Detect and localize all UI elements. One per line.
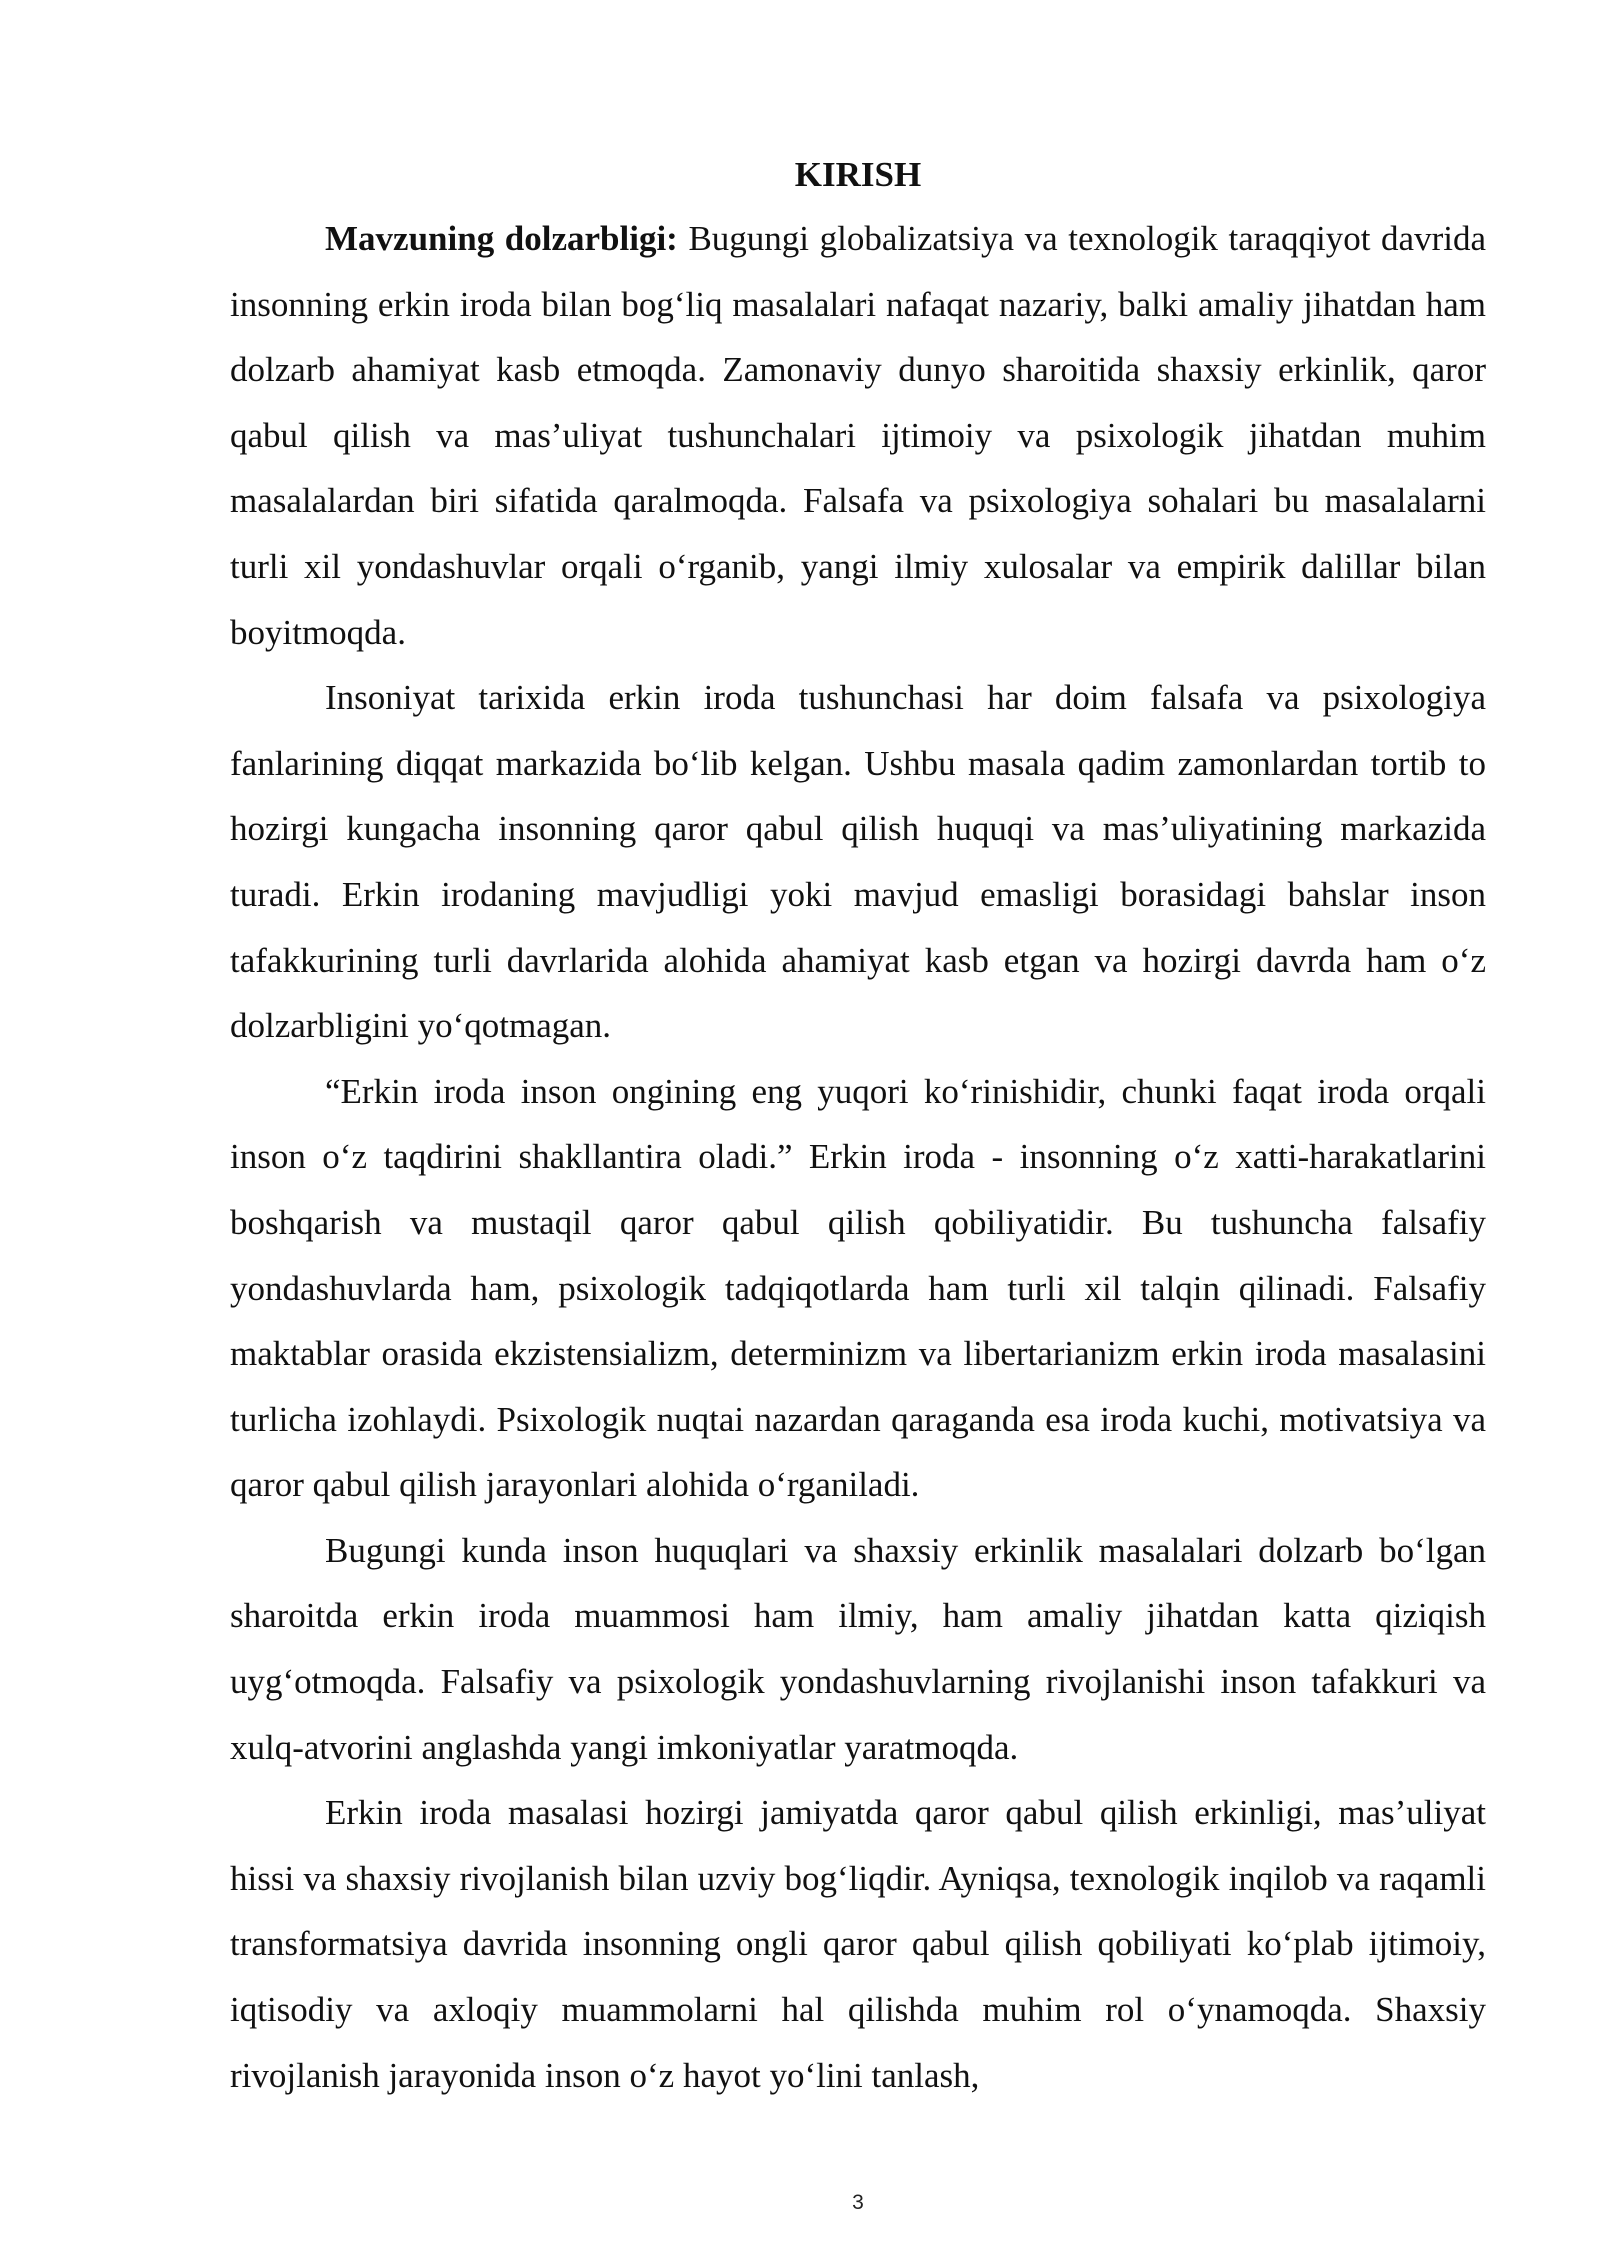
paragraph-society: Erkin iroda masalasi hozirgi jamiyatda qaror qabul qilish erkinligi, mas’uliyat hissi va shaxsiy rivojlanish bilan uzviy bog‘liqdir. Ayniqsa, texnologik inqilob va raqamli transformatsiya davrida insonning ongli qaror qabul qilish qobiliyati ko‘plab ijtimoiy, iqtisodiy va axloqiy muammolarni hal qilishda muhim rol o‘ynamoqda. Shaxsiy rivojlanish jarayonida inson o‘z hayot yo‘lini tanlash, [230,1793,1486,2095]
paragraph-quote: “Erkin iroda inson ongining eng yuqori ko‘rinishidir, chunki faqat iroda orqali inson o‘z taqdirini shakllantira oladi.” Erkin iroda - insonning o‘z xatti-harakatlarini boshqarish va mustaqil qaror qabul qilish qobiliyatidir. Bu tushuncha falsafiy yondashuvlarda ham, psixologik tadqiqotlarda ham turli xil talqin qilinadi. Falsafiy maktablar orasida ekzistensializm, determinizm va libertarianizm erkin iroda masalasini turlicha izohlaydi. Psixologik nuqtai nazardan qaraganda esa iroda kuchi, motivatsiya va qaror qabul qilish jarayonlari alohida o‘rganiladi. [230,1071,1486,1505]
page-number: 3 [852,2191,864,2214]
paragraph-history: Insoniyat tarixida erkin iroda tushunchasi har doim falsafa va psixologiya fanlarining diqqat markazida bo‘lib kelgan. Ushbu masala qadim zamonlardan tortib to hozirgi kungacha insonning qaror qabul qilish huquqi va mas’uliyatining markazida turadi. Erkin irodaning mavjudligi yoki mavjud emasligi borasidagi bahslar inson tafakkurining turli davrlarida alohida ahamiyat kasb etgan va hozirgi davrda ham o‘z dolzarbligini yo‘qotmagan. [230,678,1486,1046]
page-body [230,150,1486,2108]
relevance-lead: Mavzuning dolzarbligi: [325,219,678,258]
section-heading: KIRISH [794,155,922,194]
relevance-text: Bugungi globalizatsiya va texnologik taraqqiyot davrida insonning erkin iroda bilan bog‘liq masalalari nafaqat nazariy, balki amaliy jihatdan ham dolzarb ahamiyat kasb etmoqda. Zamonaviy dunyo sharoitida shaxsiy erkinlik, qaror qabul qilish va mas’uliyat tushunchalari ijtimoiy va psixologik jihatdan muhim masalalardan biri sifatida qaralmoqda. Falsafa va psixologiya sohalari bu masalalarni turli xil yondashuvlar orqali o‘rganib, yangi ilmiy xulosalar va empirik dalillar bilan boyitmoqda. [230,219,1486,652]
paragraph-relevance [230,206,1486,665]
paragraph-today: Bugungi kunda inson huquqlari va shaxsiy erkinlik masalalari dolzarb bo‘lgan sharoitda erkin iroda muammosi ham ilmiy, ham amaliy jihatdan katta qiziqish uyg‘otmoqda. Falsafiy va psixologik yondashuvlarning rivojlanishi inson tafakkuri va xulq-atvorini anglashda yangi imkoniyatlar yaratmoqda. [230,1530,1486,1767]
